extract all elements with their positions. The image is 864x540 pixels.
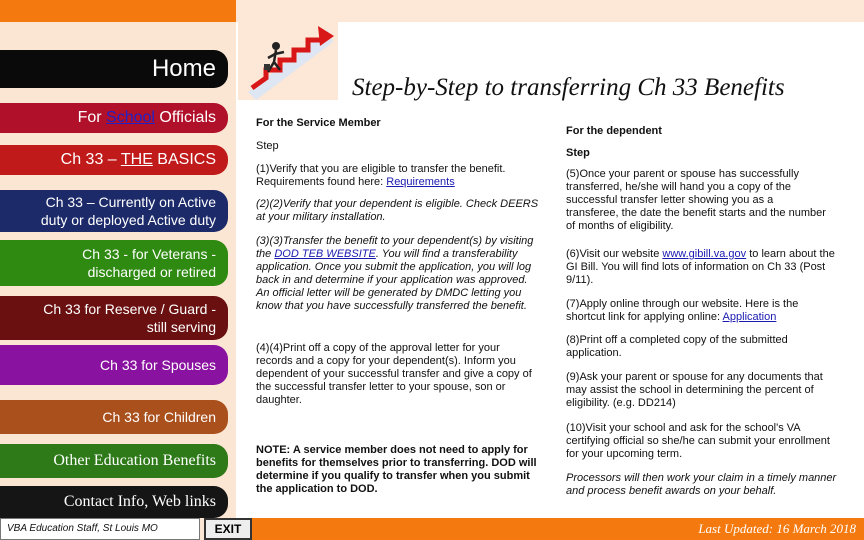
gibill-website-link[interactable]: www.gibill.va.gov bbox=[662, 248, 747, 260]
nav-veterans-line2: discharged or retired bbox=[87, 264, 216, 280]
nav-basics-prefix: Ch 33 – bbox=[60, 151, 121, 168]
step-6-post: to learn about the GI Bill. You will find lots of information on Ch 33 (Post 9/11). bbox=[566, 248, 835, 286]
nav-school-suffix: Officials bbox=[154, 109, 216, 126]
step-3 bbox=[256, 235, 538, 313]
nav-school-link[interactable]: School bbox=[106, 109, 155, 126]
nav-children[interactable]: Ch 33 for Children bbox=[0, 400, 228, 434]
dod-teb-link[interactable]: DOD TEB WEBSITE bbox=[274, 248, 376, 260]
step-6-pre: (6)Visit our website bbox=[566, 248, 663, 260]
nav-spouses[interactable]: Ch 33 for Spouses bbox=[0, 345, 228, 385]
nav-active-duty[interactable] bbox=[0, 190, 228, 232]
application-link[interactable]: Application bbox=[722, 311, 777, 323]
step-5: (5)Once your parent or spouse has successfully transferred, he/she will hand you a copy of the successful transfer letter showing you as a transferee, the date the benefit starts and the number of months of eligibility. bbox=[566, 168, 826, 232]
dependent-heading: For the dependent bbox=[566, 125, 662, 137]
exit-button[interactable]: EXIT bbox=[204, 518, 252, 540]
step-6 bbox=[566, 248, 846, 287]
nav-active-line2: duty or deployed Active duty bbox=[40, 212, 216, 228]
nav-basics-suffix: BASICS bbox=[152, 151, 216, 168]
service-member-step-label: Step bbox=[256, 140, 279, 152]
service-member-note: NOTE: A service member does not need to apply for benefits for themselves prior to transferring. DOD will determine if you qualify to transfer when you submit the application to DOD. bbox=[256, 444, 537, 495]
nav-reserve-guard[interactable] bbox=[0, 296, 228, 340]
nav-contact[interactable]: Contact Info, Web links bbox=[0, 486, 228, 518]
service-member-heading: For the Service Member bbox=[256, 117, 381, 129]
last-updated: Last Updated: 16 March 2018 bbox=[698, 521, 856, 536]
stairs-climber-illustration bbox=[238, 0, 338, 100]
nav-reserve-line1: Ch 33 for Reserve / Guard - bbox=[43, 301, 216, 317]
nav-veterans[interactable] bbox=[0, 240, 228, 286]
closing-note: Processors will then work your claim in a timely manner and process benefit awards on your behalf. bbox=[566, 472, 837, 497]
step-3-pre: (3)(3)Transfer the benefit to your dependent(s) by visiting the bbox=[256, 235, 534, 260]
nav-basics-link[interactable]: THE bbox=[120, 151, 153, 168]
step-9: (9)Ask your parent or spouse for any documents that may assist the school in determining the percent of eligibility. (e.g. DD214) bbox=[566, 371, 823, 409]
nav-other-benefits[interactable]: Other Education Benefits bbox=[0, 444, 228, 478]
nav-school-prefix: For bbox=[77, 109, 107, 126]
dependent-step-label: Step bbox=[566, 147, 590, 159]
step-8: (8)Print off a completed copy of the submitted application. bbox=[566, 334, 788, 359]
nav-active-line1: Ch 33 – Currently on Active bbox=[45, 194, 216, 210]
step-4: (4)(4)Print off a copy of the approval letter for your records and a copy for your dependent(s). Inform you dependent of your successful transfer and give a copy of the successful transfer letter to your spouse, son or daughter. bbox=[256, 342, 532, 406]
staff-credit: VBA Education Staff, St Louis MO bbox=[0, 518, 200, 540]
step-7 bbox=[566, 298, 836, 324]
page-title: Step-by-Step to transferring Ch 33 Benefits bbox=[352, 74, 785, 101]
step-10: (10)Visit your school and ask for the school's VA certifying official so she/he can submit your enrollment for your upcoming term. bbox=[566, 422, 830, 460]
nav-reserve-line2: still serving bbox=[146, 319, 216, 335]
nav-veterans-line1: Ch 33 - for Veterans - bbox=[82, 246, 216, 262]
nav-home[interactable]: Home bbox=[0, 50, 228, 88]
top-accent-bar bbox=[0, 0, 236, 22]
step-1 bbox=[256, 163, 546, 189]
nav-basics[interactable] bbox=[0, 145, 228, 175]
step-3-post: . You will find a transferability application. Once you submit the application, you will log back in and determine if your application was approved. An official letter will be generated by DMDC letting you know that you have successfully transferred the benefit. bbox=[256, 248, 532, 312]
step-2: (2)(2)Verify that your dependent is eligible. Check DEERS at your military installation. bbox=[256, 198, 539, 223]
nav-school-officials[interactable] bbox=[0, 103, 228, 133]
requirements-link[interactable]: Requirements bbox=[386, 176, 455, 188]
step-1-text: (1)Verify that you are eligible to transfer the benefit. Requirements found here: bbox=[256, 163, 506, 188]
step-7-text: (7)Apply online through our website. Here is the shortcut link for applying online: bbox=[566, 298, 799, 323]
